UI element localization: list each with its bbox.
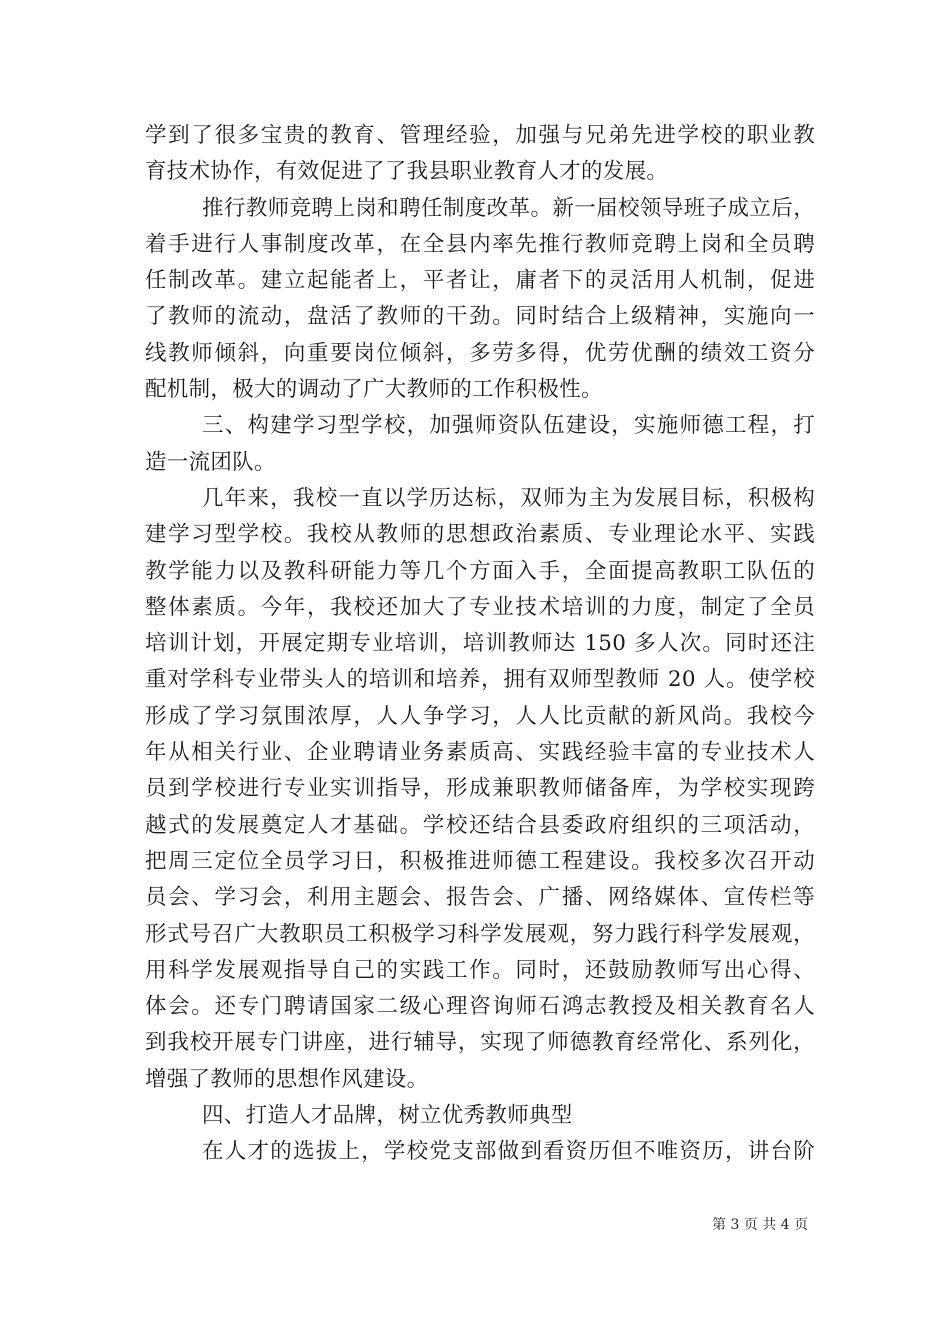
text-line: 任制改革。建立起能者上，平者让，庸者下的灵活用人机制，促进 xyxy=(145,268,815,294)
section-heading-line: 三、构建学习型学校，加强师资队伍建设，实施师德工程，打 xyxy=(202,413,815,439)
paragraph-start-line: 在人才的选拔上，学校党支部做到看资历但不唯资历，讲台阶 xyxy=(202,1139,815,1165)
text-line: 体会。还专门聘请国家二级心理咨询师石鸿志教授及相关教育名人 xyxy=(145,994,815,1020)
section-heading-line: 四、打造人才品牌，树立优秀教师典型 xyxy=(202,1103,573,1129)
text-line: 配机制，极大的调动了广大教师的工作积极性。 xyxy=(145,377,603,403)
text-line: 增强了教师的思想作风建设。 xyxy=(145,1066,429,1092)
text-line: 员会、学习会，利用主题会、报告会、广播、网络媒体、宣传栏等 xyxy=(145,885,815,911)
section-heading-line: 造一流团队。 xyxy=(145,449,276,475)
page-number-footer: 第 3 页 共 4 页 xyxy=(712,1217,809,1233)
text-line: 员到学校进行专业实训指导，形成兼职教师储备库，为学校实现跨 xyxy=(145,776,815,802)
text-line: 越式的发展奠定人才基础。学校还结合县委政府组织的三项活动， xyxy=(145,812,815,838)
text-line: 了教师的流动，盘活了教师的干劲。同时结合上级精神，实施向一 xyxy=(145,304,815,330)
body-text xyxy=(145,118,815,1171)
paragraph-start-line: 几年来，我校一直以学历达标，双师为主为发展目标，积极构 xyxy=(202,485,815,511)
text-line: 把周三定位全员学习日，积极推进师德工程建设。我校多次召开动 xyxy=(145,848,815,874)
text-line: 培训计划，开展定期专业培训，培训教师达 150 多人次。同时还注 xyxy=(145,631,815,657)
text-line: 形成了学习氛围浓厚，人人争学习，人人比贡献的新风尚。我校今 xyxy=(145,703,815,729)
text-line: 整体素质。今年，我校还加大了专业技术培训的力度，制定了全员 xyxy=(145,594,815,620)
text-line: 形式号召广大教职员工积极学习科学发展观，努力践行科学发展观， xyxy=(145,921,815,947)
text-line: 重对学科专业带头人的培训和培养，拥有双师型教师 20 人。使学校 xyxy=(145,667,815,693)
text-line: 建学习型学校。我校从教师的思想政治素质、专业理论水平、实践 xyxy=(145,522,815,548)
text-line: 到我校开展专门讲座，进行辅导，实现了师德教育经常化、系列化， xyxy=(145,1030,815,1056)
text-line: 学到了很多宝贵的教育、管理经验，加强与兄弟先进学校的职业教 xyxy=(145,123,815,148)
paragraph-start-line: 推行教师竞聘上岗和聘任制度改革。新一届校领导班子成立后， xyxy=(202,195,815,221)
text-line: 年从相关行业、企业聘请业务素质高、实践经验丰富的专业技术人 xyxy=(145,740,815,766)
text-line: 育技术协作，有效促进了了我县职业教育人才的发展。 xyxy=(145,159,669,185)
text-line: 着手进行人事制度改革，在全县内率先推行教师竞聘上岗和全员聘 xyxy=(145,231,815,257)
text-line: 教学能力以及教科研能力等几个方面入手，全面提高教职工队伍的 xyxy=(145,558,815,584)
text-line: 用科学发展观指导自己的实践工作。同时，还鼓励教师写出心得、 xyxy=(145,957,815,983)
text-line: 线教师倾斜，向重要岗位倾斜，多劳多得，优劳优酬的绩效工资分 xyxy=(145,340,815,366)
